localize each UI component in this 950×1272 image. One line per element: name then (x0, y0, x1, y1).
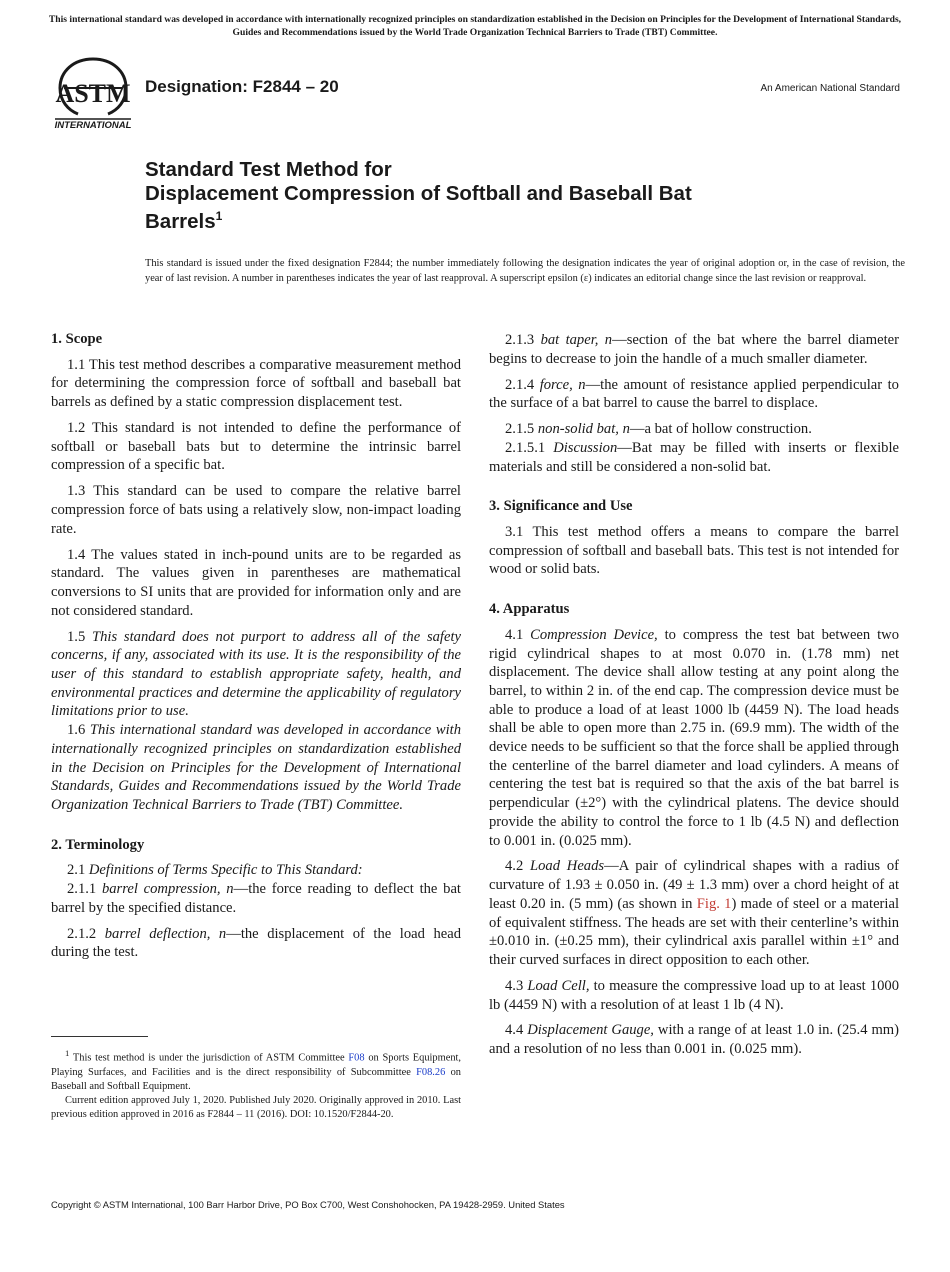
paragraph-1-5: 1.5 This standard does not purport to address all of the safety concerns, if any, associated with its use. It is the responsibility of the user of this standard to establish appropriate safety, health, and environmental practices and determine the applicability of regulatory limitations prior to use. (51, 628, 461, 720)
footnote-divider (51, 1036, 148, 1037)
standards-notice: This international standard was developed in accordance with internationally recognized principles on standardization established in the Decision on Principles for the Development of International Standards, Guides and Recommendations issued by the World Trade Organization Technical Barriers to Trade (TBT) Committee. (48, 14, 902, 38)
section-heading-significance: 3. Significance and Use (489, 498, 633, 515)
paragraph-2-1-3: 2.1.3 bat taper, n—section of the bat where the barrel diameter begins to decrease to join the handle of a much smaller diameter. (489, 332, 899, 367)
document-title (145, 158, 845, 233)
paragraph-2-1-1: 2.1.1 barrel compression, n—the force reading to deflect the bat barrel by the specified distance. (51, 881, 461, 916)
left-column (51, 330, 461, 969)
issued-note: This standard is issued under the fixed designation F2844; the number immediately following the designation indicates the year of original adoption or, in the case of revision, the year of last revision. A number in parentheses indicates the year of last reapproval. A superscript epsilon (ε) indicates an editorial change since the last revision or reapproval. (145, 258, 905, 284)
footnote (51, 1046, 461, 1122)
paragraph-2-1: 2.1 Definitions of Terms Specific to This Standard: (67, 862, 363, 879)
figure-1-link[interactable]: Fig. 1 (696, 895, 732, 912)
footnote-edition: Current edition approved July 1, 2020. Published July 2020. Originally approved in 2010. Last previous edition approved in 2016 as F2844 – 11 (2016). DOI: 10.1520/F2844-20. (51, 1095, 461, 1121)
committee-f08-link[interactable]: F08 (348, 1052, 365, 1064)
paragraph-1-2: 1.2 This standard is not intended to define the performance of softball or baseball bats but to determine the intrinsic barrel compression of a specific bat. (51, 420, 461, 474)
title-line-3: Barrels$^1$ (145, 209, 223, 233)
paragraph-2-1-5: 2.1.5 non-solid bat, n—a bat of hollow construction. (505, 421, 812, 438)
title-footnote-mark: 1 (215, 209, 223, 223)
paragraph-4-1: 4.1 Compression Device, to compress the test bat between two rigid cylindrical shapes to at most 0.070 in. (1.78 mm) net displacement. The device shall allow testing at any point along the barrel, to within 2 in. of the end cap. The compression device must be able to produce a load of at least 1000 lb (4459 N). The load heads shall be able to open more than 2.75 in. (69.9 mm). The width of the device needs to be sufficient so that the force shall be applied through the centerline of the barrel diameter and load cylinders. A means of centering the test bat is required so that the axis of the bat barrel is perpendicular (±2°) with the cylindrical platens. The device should provide the ability to control the force to 1 lb (4.5 N) and deflection to 0.001 in. (0.025 mm). (489, 626, 899, 849)
paragraph-4-2: 4.2 Load Heads—A pair of cylindrical shapes with a radius of curvature of 1.93 ± 0.050 in. (49 ± 1.3 mm) over a chord height of at least 0.20 in. (5 mm) (as shown in Fig. 1) made of steel or a material of equivalent stiffness. The heads are set with their centerline’s within ±0.010 in. (±0.25 mm), their cylindrical axis parallel within ±1° and their curved surfaces in direct opposition to each other. (489, 858, 900, 968)
copyright: Copyright © ASTM International, 100 Barr Harbor Drive, PO Box C700, West Conshohocken, PA 19428-2959. United States (51, 1199, 565, 1210)
right-column (489, 331, 899, 1066)
paragraph-4-4: 4.4 Displacement Gauge, with a range of at least 1.0 in. (25.4 mm) and a resolution of no less than 0.001 in. (0.025 mm). (489, 1022, 900, 1058)
section-heading-terminology: 2. Terminology (51, 836, 145, 853)
american-national-standard-label: An American National Standard (760, 83, 900, 94)
subcommittee-f08-26-link[interactable]: F08.26 (416, 1066, 446, 1078)
title-line-2: Displacement Compression of Softball and Baseball Bat (145, 181, 692, 205)
astm-logo (52, 57, 134, 131)
paragraph-2-1-4: 2.1.4 force, n—the amount of resistance applied perpendicular to the surface of a bat barrel to cause the barrel to displace. (489, 376, 899, 412)
section-heading-scope: 1. Scope (51, 331, 103, 347)
paragraph-1-6: 1.6 This international standard was developed in accordance with internationally recognized principles on standardization established in the Decision on Principles for the Development of International Standards, Guides and Recommendations issued by the World Trade Organization Technical Barriers to Trade (TBT) Committee. (51, 722, 462, 813)
paragraph-1-4: 1.4 The values stated in inch-pound units are to be regarded as standard. The values given in parentheses are mathematical conversions to SI units that are provided for information only and are not considered standard. (51, 546, 461, 619)
paragraph-2-1-5-1: 2.1.5.1 Discussion—Bat may be filled with inserts or flexible materials and still be considered a non-solid bat. (489, 439, 900, 475)
footnote-jurisdiction: $^1$ This test method is under the jurisdiction of ASTM Committee F08 on Sports Equipment, Playing Surfaces, and Facilities and is the direct responsibility of Subcommittee F08.26 on Baseball and Softball Equipment. (51, 1048, 462, 1092)
logo-international: INTERNATIONAL (54, 120, 132, 131)
section-heading-apparatus: 4. Apparatus (489, 601, 570, 618)
logo-wordmark: ASTM (55, 79, 131, 108)
paragraph-1-1: 1.1 This test method describes a comparative measurement method for determining the compression force of softball and baseball bat barrels as defined by a static compression displacement test. (51, 356, 461, 411)
title-line-1: Standard Test Method for (145, 158, 392, 181)
designation: Designation: F2844 – 20 (145, 77, 339, 96)
paragraph-1-3: 1.3 This standard can be used to compare the relative barrel compression force of bats using a relatively slow, non-impact loading rate. (51, 483, 461, 537)
paragraph-2-1-2: 2.1.2 barrel deflection, n—the displacement of the load head during the test. (51, 925, 461, 961)
paragraph-4-3: 4.3 Load Cell, to measure the compressive load up to at least 1000 lb (4459 N) with a resolution of at least 1 lb (4 N). (489, 977, 900, 1013)
paragraph-3-1: 3.1 This test method offers a means to compare the barrel compression of softball and baseball bats. This test is not intended for wood or solid bats. (489, 524, 899, 578)
